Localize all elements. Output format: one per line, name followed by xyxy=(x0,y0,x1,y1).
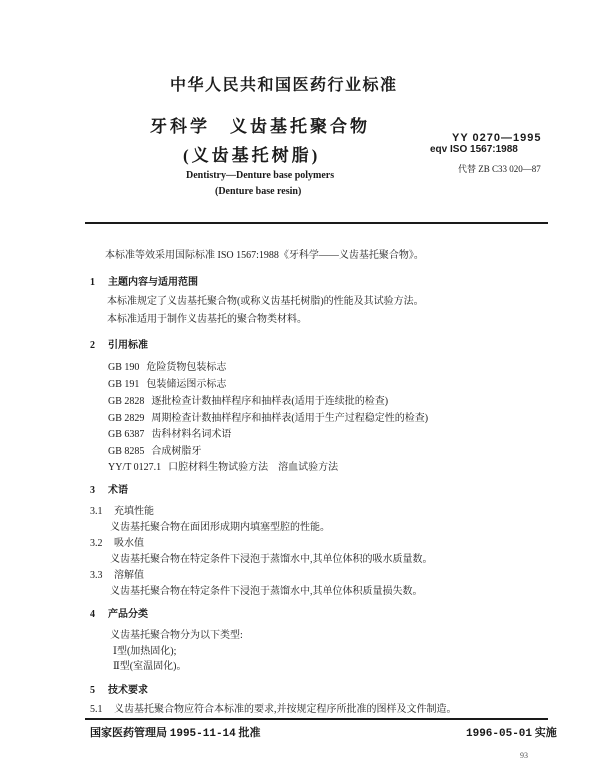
term-heading xyxy=(90,505,154,518)
header-divider xyxy=(85,222,548,224)
reference-item xyxy=(108,412,428,425)
section-number: 2 xyxy=(90,340,95,351)
clause-number: 5.1 xyxy=(90,704,103,715)
reference-code: GB 190 xyxy=(108,362,140,373)
term-number: 3.3 xyxy=(90,570,103,581)
classification-type: Ⅱ型(室温固化)。 xyxy=(113,661,187,672)
section-title: 引用标准 xyxy=(108,340,148,351)
subtitle-chinese: (义齿基托树脂) xyxy=(183,146,321,165)
reference-item xyxy=(108,461,338,474)
reference-title: 逐批检查计数抽样程序和抽样表(适用于连续批的检查) xyxy=(151,396,389,407)
reference-code: GB 2828 xyxy=(108,396,145,407)
clause xyxy=(90,703,457,716)
subtitle-english: (Denture base resin) xyxy=(215,186,302,197)
term-name: 充填性能 xyxy=(114,506,154,517)
approving-authority: 国家医药管理局 xyxy=(90,727,167,739)
term-number: 3.2 xyxy=(90,538,103,549)
effective-line xyxy=(466,726,557,741)
reference-title: 周期检查计数抽样程序和抽样表(适用于生产过程稳定性的检查) xyxy=(151,413,429,424)
equivalence-note: eqv ISO 1567:1988 xyxy=(430,144,518,155)
reference-item xyxy=(108,395,388,408)
section-number: 5 xyxy=(90,685,95,696)
replaces-note: 代替 ZB C33 020—87 xyxy=(458,164,541,174)
approval-label: 批准 xyxy=(238,727,261,739)
term-definition: 义齿基托聚合物在面团形成期内填塞型腔的性能。 xyxy=(110,522,330,533)
section-5-heading xyxy=(90,684,148,697)
reference-code: GB 8285 xyxy=(108,446,145,457)
section-number: 4 xyxy=(90,609,95,620)
footer-divider xyxy=(85,718,548,720)
reference-code: GB 2829 xyxy=(108,413,145,424)
standard-number: YY 0270—1995 xyxy=(452,132,542,144)
classification-intro: 义齿基托聚合物分为以下类型: xyxy=(110,630,243,641)
approval-line xyxy=(90,726,261,741)
section-1-heading xyxy=(90,276,198,289)
reference-item xyxy=(108,445,201,458)
clause-text: 义齿基托聚合物应符合本标准的要求,并按规定程序所批准的图样及文件制造。 xyxy=(114,704,457,715)
intro-paragraph: 本标准等效采用国际标准 ISO 1567:1988《牙科学——义齿基托聚合物》。 xyxy=(105,250,424,261)
reference-item xyxy=(108,378,226,391)
effective-date: 1996-05-01 xyxy=(466,728,533,740)
reference-title: 包装储运图示标志 xyxy=(146,379,227,390)
reference-title: 合成树脂牙 xyxy=(151,446,202,457)
term-number: 3.1 xyxy=(90,506,103,517)
page-number: 93 xyxy=(520,751,528,760)
section-title: 主题内容与适用范围 xyxy=(108,277,198,288)
section-number: 1 xyxy=(90,277,95,288)
section-number: 3 xyxy=(90,485,95,496)
title-chinese: 牙科学 义齿基托聚合物 xyxy=(150,117,370,136)
reference-title: 口腔材料生物试验方法 溶血试验方法 xyxy=(168,462,339,473)
reference-item xyxy=(108,361,226,374)
section-3-heading xyxy=(90,484,128,497)
term-definition: 义齿基托聚合物在特定条件下浸泡于蒸馏水中,其单位体积质量损失数。 xyxy=(110,586,423,597)
term-name: 吸水值 xyxy=(114,538,144,549)
issuing-category: 中华人民共和国医药行业标准 xyxy=(170,77,398,94)
section-1-paragraph: 本标准适用于制作义齿基托的聚合物类材料。 xyxy=(107,314,307,325)
section-title: 术语 xyxy=(108,485,128,496)
term-heading xyxy=(90,537,144,550)
reference-code: YY/T 0127.1 xyxy=(108,462,162,473)
term-definition: 义齿基托聚合物在特定条件下浸泡于蒸馏水中,其单位体积的吸水质量数。 xyxy=(110,554,433,565)
classification-type: Ⅰ型(加热固化); xyxy=(113,646,177,657)
section-2-heading xyxy=(90,339,148,352)
term-heading xyxy=(90,569,144,582)
reference-code: GB 6387 xyxy=(108,429,145,440)
effective-label: 实施 xyxy=(534,727,557,739)
reference-title: 危险货物包装标志 xyxy=(146,362,227,373)
section-4-heading xyxy=(90,608,148,621)
section-title: 产品分类 xyxy=(108,609,148,620)
title-english: Dentistry—Denture base polymers xyxy=(186,170,335,181)
reference-title: 齿科材料名词术语 xyxy=(151,429,232,440)
section-title: 技术要求 xyxy=(108,685,148,696)
reference-item xyxy=(108,428,231,441)
approval-date: 1995-11-14 xyxy=(169,728,236,740)
term-name: 溶解值 xyxy=(114,570,144,581)
reference-code: GB 191 xyxy=(108,379,140,390)
section-1-paragraph: 本标准规定了义齿基托聚合物(或称义齿基托树脂)的性能及其试验方法。 xyxy=(107,296,424,307)
